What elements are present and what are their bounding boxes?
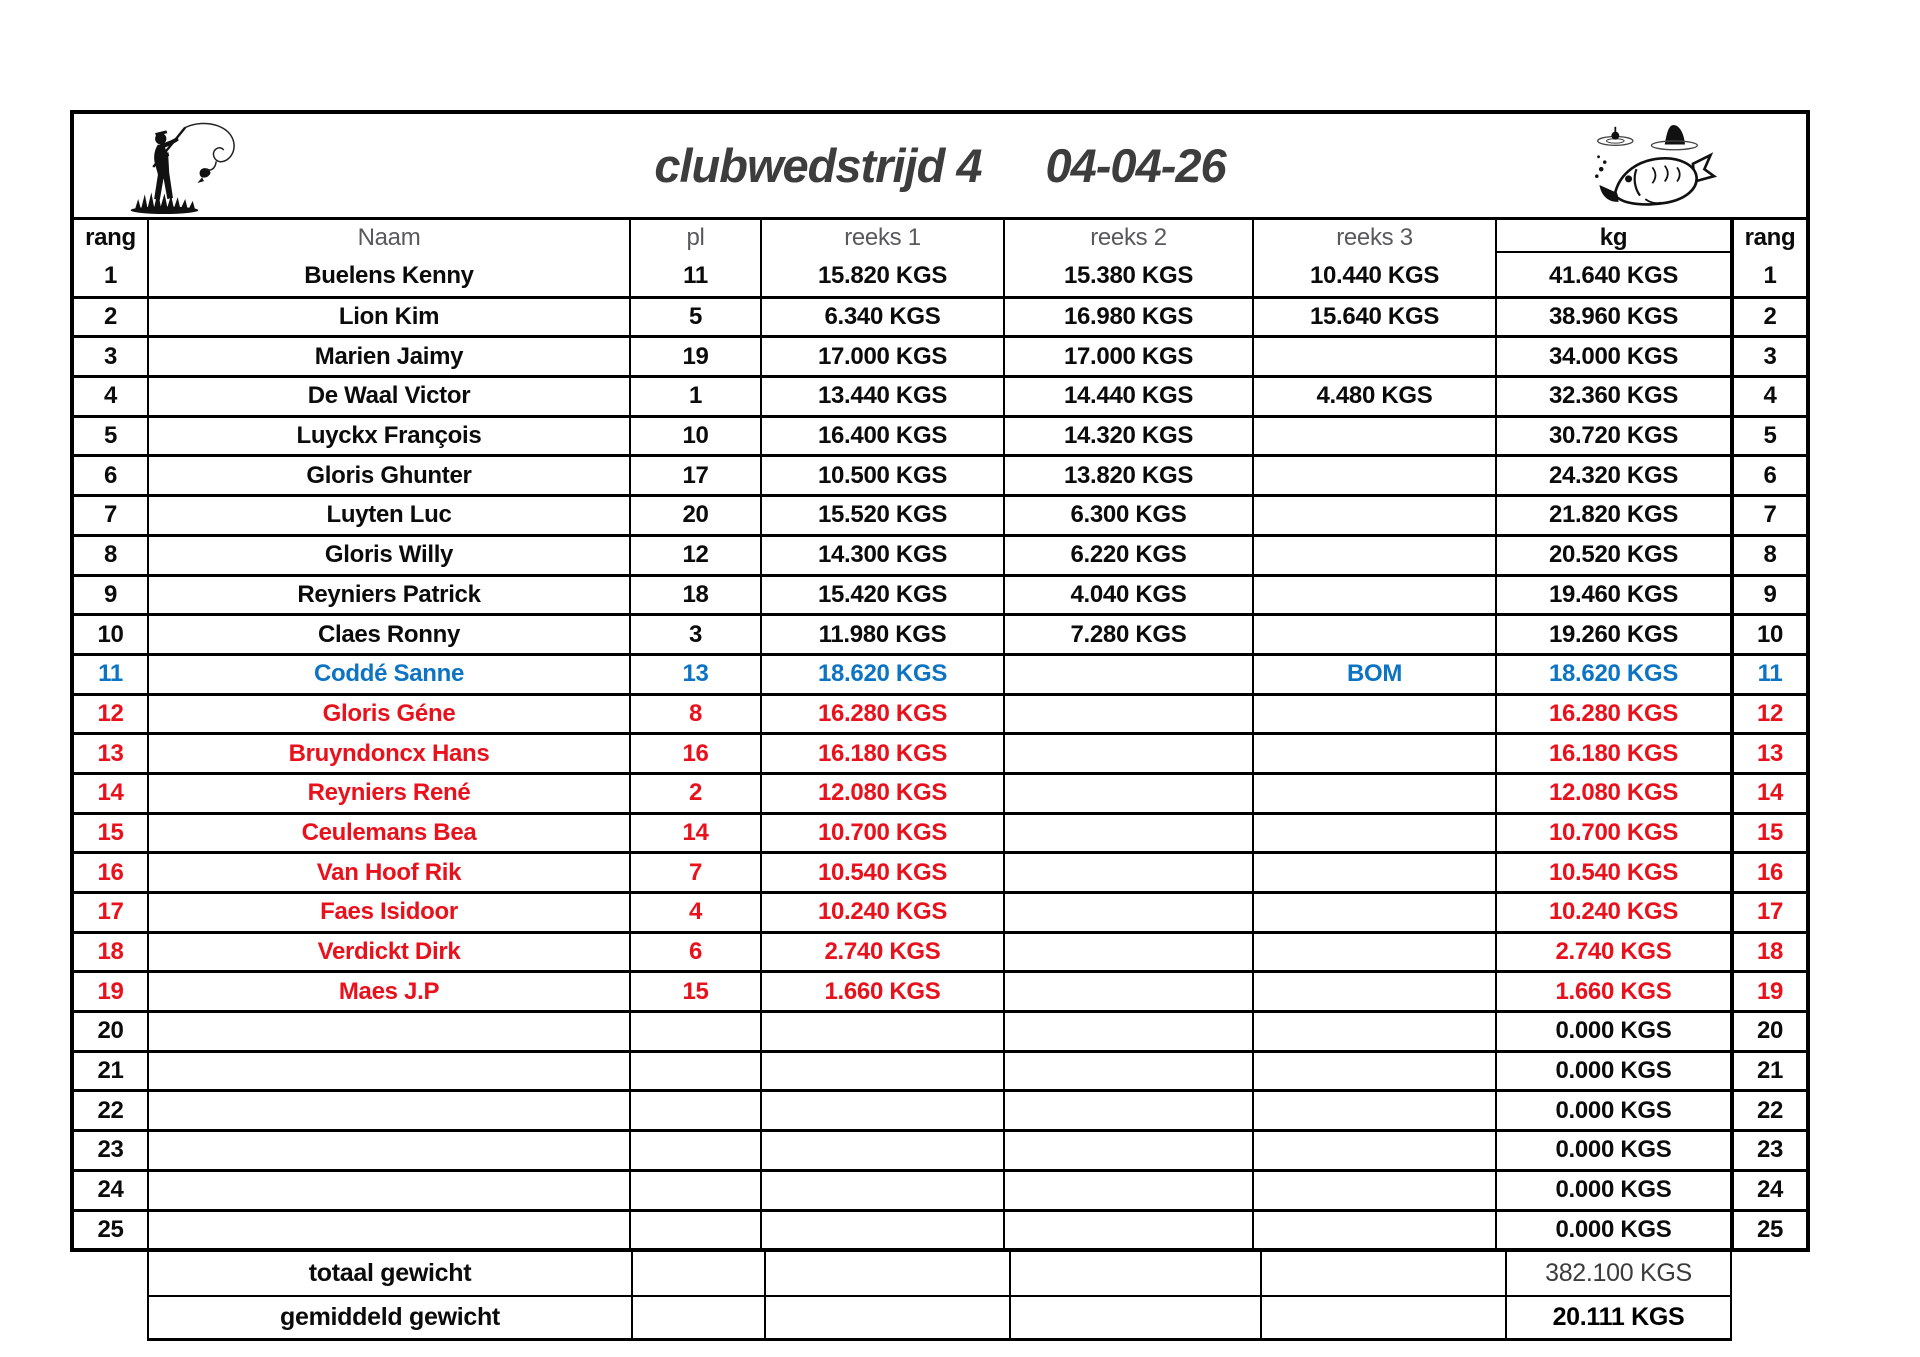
cell-reeks2 (1003, 1013, 1252, 1050)
cell-reeks3 (1252, 696, 1495, 733)
table-row (74, 574, 1806, 614)
cell-reeks1: 15.820 KGS (760, 256, 1003, 296)
table-title-row (74, 114, 1806, 217)
cell-reeks3: 4.480 KGS (1252, 378, 1495, 415)
cell-pl (629, 1053, 760, 1090)
cell-naam: Ceulemans Bea (147, 815, 629, 852)
cell-reeks1: 15.420 KGS (760, 577, 1003, 614)
cell-rang-left: 10 (97, 620, 124, 648)
cell-reeks2: 14.440 KGS (1003, 378, 1252, 415)
header-kg: kg (1495, 220, 1730, 256)
cell-naam (147, 1212, 629, 1249)
cell-pl (629, 1013, 760, 1050)
cell-reeks2 (1003, 934, 1252, 971)
cell-naam (147, 1013, 629, 1050)
cell-kg: 19.460 KGS (1495, 577, 1730, 614)
cell-reeks2 (1003, 973, 1252, 1010)
fish-logo (1584, 118, 1726, 215)
results-table (70, 110, 1810, 1252)
cell-rang-left: 14 (97, 779, 124, 807)
cell-reeks3 (1252, 973, 1495, 1010)
cell-kg: 16.280 KGS (1495, 696, 1730, 733)
cell-kg: 38.960 KGS (1495, 299, 1730, 336)
cell-rang-left: 20 (97, 1017, 124, 1045)
cell-kg: 0.000 KGS (1495, 1132, 1730, 1169)
cell-rang-right: 17 (1730, 894, 1806, 931)
cell-naam: Gloris Ghunter (147, 457, 629, 494)
cell-reeks3 (1252, 1092, 1495, 1129)
cell-rang-left: 22 (97, 1096, 124, 1124)
cell-reeks3 (1252, 616, 1495, 653)
cell-kg: 41.640 KGS (1495, 256, 1730, 296)
cell-rang-left: 23 (97, 1136, 124, 1164)
cell-kg: 24.320 KGS (1495, 457, 1730, 494)
cell-rang-left: 9 (103, 580, 118, 608)
cell-reeks3 (1252, 1013, 1495, 1050)
table-row (74, 1169, 1806, 1209)
cell-rang-right: 7 (1730, 497, 1806, 534)
table-row (74, 772, 1806, 812)
cell-naam (147, 1172, 629, 1209)
page-title-line (74, 138, 1806, 193)
totals-reeks2-cell (1009, 1252, 1260, 1295)
cell-kg: 12.080 KGS (1495, 775, 1730, 812)
cell-rang-right: 16 (1730, 854, 1806, 891)
cell-kg: 10.240 KGS (1495, 894, 1730, 931)
cell-kg: 0.000 KGS (1495, 1013, 1730, 1050)
cell-pl: 16 (629, 735, 760, 772)
totals-reeks1-cell (764, 1252, 1009, 1295)
cell-pl: 14 (629, 815, 760, 852)
cell-reeks2: 4.040 KGS (1003, 577, 1252, 614)
cell-reeks2 (1003, 854, 1252, 891)
table-row (74, 851, 1806, 891)
table-row (74, 891, 1806, 931)
cell-rang-right: 19 (1730, 973, 1806, 1010)
cell-pl: 3 (629, 616, 760, 653)
totals-section (147, 1252, 1732, 1341)
cell-rang-right: 15 (1730, 815, 1806, 852)
cell-reeks1: 16.400 KGS (760, 418, 1003, 455)
cell-reeks3 (1252, 497, 1495, 534)
cell-reeks3 (1252, 1132, 1495, 1169)
cell-naam: Marien Jaimy (147, 338, 629, 375)
cell-reeks2 (1003, 656, 1252, 693)
cell-rang-right: 20 (1730, 1013, 1806, 1050)
cell-kg: 34.000 KGS (1495, 338, 1730, 375)
totals-kg-value: 382.100 KGS (1505, 1252, 1730, 1295)
table-row (74, 454, 1806, 494)
cell-reeks3 (1252, 815, 1495, 852)
cell-naam: Verdickt Dirk (147, 934, 629, 971)
cell-reeks2: 14.320 KGS (1003, 418, 1252, 455)
cell-pl: 10 (629, 418, 760, 455)
cell-rang-right: 14 (1730, 775, 1806, 812)
totals-row (149, 1295, 1730, 1338)
cell-reeks3: 15.640 KGS (1252, 299, 1495, 336)
cell-pl: 7 (629, 854, 760, 891)
cell-kg: 10.700 KGS (1495, 815, 1730, 852)
cell-pl: 5 (629, 299, 760, 336)
cell-rang-right: 6 (1730, 457, 1806, 494)
table-row (74, 931, 1806, 971)
cell-rang-left: 1 (103, 261, 118, 289)
cell-naam: Gloris Willy (147, 537, 629, 574)
table-row (74, 970, 1806, 1010)
cell-naam: Claes Ronny (147, 616, 629, 653)
cell-kg: 2.740 KGS (1495, 934, 1730, 971)
cell-rang-right: 1 (1730, 256, 1806, 296)
cell-naam: Reyniers René (147, 775, 629, 812)
cell-reeks2 (1003, 696, 1252, 733)
page-title: clubwedstrijd 4 (654, 139, 982, 192)
cell-reeks1: 11.980 KGS (760, 616, 1003, 653)
cell-reeks2: 15.380 KGS (1003, 256, 1252, 296)
cell-reeks2 (1003, 894, 1252, 931)
cell-rang-left: 19 (97, 977, 124, 1005)
cell-naam: Van Hoof Rik (147, 854, 629, 891)
totals-reeks2-cell (1009, 1297, 1260, 1338)
cell-naam (147, 1092, 629, 1129)
header-reeks3: reeks 3 (1252, 220, 1495, 256)
cell-kg: 16.180 KGS (1495, 735, 1730, 772)
cell-rang-right: 13 (1730, 735, 1806, 772)
cell-reeks3 (1252, 537, 1495, 574)
cell-reeks2 (1003, 775, 1252, 812)
cell-rang-right: 2 (1730, 299, 1806, 336)
totals-pl-cell (631, 1252, 764, 1295)
cell-kg: 30.720 KGS (1495, 418, 1730, 455)
cell-naam: Bruyndoncx Hans (147, 735, 629, 772)
cell-reeks2: 17.000 KGS (1003, 338, 1252, 375)
totals-label: totaal gewicht (308, 1259, 472, 1288)
cell-kg: 0.000 KGS (1495, 1172, 1730, 1209)
cell-naam: Maes J.P (147, 973, 629, 1010)
cell-reeks2: 16.980 KGS (1003, 299, 1252, 336)
header-reeks1: reeks 1 (760, 220, 1003, 256)
cell-reeks2 (1003, 1132, 1252, 1169)
results-sheet (70, 110, 1810, 1341)
cell-reeks3 (1252, 577, 1495, 614)
cell-reeks1: 15.520 KGS (760, 497, 1003, 534)
cell-pl: 11 (629, 256, 760, 296)
cell-rang-right: 21 (1730, 1053, 1806, 1090)
table-row (74, 1089, 1806, 1129)
cell-kg: 19.260 KGS (1495, 616, 1730, 653)
cell-pl: 6 (629, 934, 760, 971)
cell-naam: Faes Isidoor (147, 894, 629, 931)
cell-rang-right: 24 (1730, 1172, 1806, 1209)
cell-pl: 2 (629, 775, 760, 812)
totals-row (149, 1252, 1730, 1295)
cell-reeks1 (760, 1132, 1003, 1169)
cell-reeks1 (760, 1053, 1003, 1090)
cell-rang-left: 5 (103, 422, 118, 450)
cell-reeks3 (1252, 457, 1495, 494)
cell-naam: Gloris Géne (147, 696, 629, 733)
cell-kg: 0.000 KGS (1495, 1092, 1730, 1129)
cell-pl (629, 1092, 760, 1129)
cell-reeks3 (1252, 854, 1495, 891)
cell-rang-left: 11 (98, 660, 123, 688)
cell-reeks1 (760, 1092, 1003, 1129)
cell-rang-left: 13 (97, 739, 124, 767)
cell-pl: 1 (629, 378, 760, 415)
cell-reeks2 (1003, 1092, 1252, 1129)
cell-rang-right: 22 (1730, 1092, 1806, 1129)
cell-reeks1: 14.300 KGS (760, 537, 1003, 574)
cell-reeks1: 13.440 KGS (760, 378, 1003, 415)
cell-pl: 8 (629, 696, 760, 733)
cell-naam: Luyckx François (147, 418, 629, 455)
header-rang-right: rang (1730, 220, 1806, 256)
totals-label: gemiddeld gewicht (280, 1303, 500, 1332)
cell-rang-left: 18 (97, 938, 124, 966)
cell-naam: Coddé Sanne (147, 656, 629, 693)
cell-rang-right: 3 (1730, 338, 1806, 375)
header-row (74, 217, 1806, 256)
totals-reeks1-cell (764, 1297, 1009, 1338)
table-row (74, 613, 1806, 653)
cell-kg: 18.620 KGS (1495, 656, 1730, 693)
cell-rang-left: 4 (103, 382, 118, 410)
cell-pl: 17 (629, 457, 760, 494)
cell-reeks1 (760, 1172, 1003, 1209)
cell-reeks1 (760, 1212, 1003, 1249)
cell-reeks3 (1252, 1053, 1495, 1090)
header-naam: Naam (147, 220, 629, 256)
cell-rang-left: 17 (97, 898, 124, 926)
header-rang-left: rang (85, 224, 136, 251)
cell-pl (629, 1172, 760, 1209)
table-row (74, 1050, 1806, 1090)
cell-rang-right: 10 (1730, 616, 1806, 653)
table-row (74, 1010, 1806, 1050)
cell-kg: 0.000 KGS (1495, 1212, 1730, 1249)
cell-naam: Lion Kim (147, 299, 629, 336)
table-row (74, 256, 1806, 296)
table-row (74, 335, 1806, 375)
table-row (74, 732, 1806, 772)
cell-reeks1: 2.740 KGS (760, 934, 1003, 971)
cell-reeks1: 1.660 KGS (760, 973, 1003, 1010)
table-row (74, 415, 1806, 455)
cell-rang-left: 25 (97, 1215, 124, 1243)
totals-kg-value: 20.111 KGS (1505, 1297, 1730, 1338)
cell-naam (147, 1053, 629, 1090)
cell-reeks1: 10.500 KGS (760, 457, 1003, 494)
totals-pl-cell (631, 1297, 764, 1338)
cell-rang-right: 23 (1730, 1132, 1806, 1169)
cell-kg: 21.820 KGS (1495, 497, 1730, 534)
cell-reeks3 (1252, 735, 1495, 772)
page-date: 04-04-26 (1045, 139, 1226, 192)
cell-pl (629, 1132, 760, 1169)
cell-reeks1: 10.700 KGS (760, 815, 1003, 852)
cell-rang-right: 5 (1730, 418, 1806, 455)
cell-reeks1 (760, 1013, 1003, 1050)
cell-rang-left: 2 (103, 303, 118, 331)
cell-pl: 20 (629, 497, 760, 534)
cell-reeks3 (1252, 775, 1495, 812)
cell-rang-left: 21 (97, 1057, 124, 1085)
cell-pl: 4 (629, 894, 760, 931)
cell-rang-left: 6 (103, 461, 118, 489)
header-reeks2: reeks 2 (1003, 220, 1252, 256)
cell-naam: Reyniers Patrick (147, 577, 629, 614)
cell-kg: 20.520 KGS (1495, 537, 1730, 574)
table-row (74, 1209, 1806, 1249)
cell-rang-left: 24 (97, 1176, 124, 1204)
cell-naam (147, 1132, 629, 1169)
cell-rang-left: 3 (103, 342, 118, 370)
cell-reeks1: 18.620 KGS (760, 656, 1003, 693)
cell-reeks2 (1003, 1172, 1252, 1209)
cell-reeks2 (1003, 1212, 1252, 1249)
cell-naam: De Waal Victor (147, 378, 629, 415)
cell-rang-right: 18 (1730, 934, 1806, 971)
cell-naam: Luyten Luc (147, 497, 629, 534)
header-pl: pl (629, 220, 760, 256)
cell-reeks3 (1252, 1212, 1495, 1249)
cell-reeks2 (1003, 815, 1252, 852)
cell-reeks2: 6.220 KGS (1003, 537, 1252, 574)
cell-reeks1: 6.340 KGS (760, 299, 1003, 336)
cell-reeks1: 10.540 KGS (760, 854, 1003, 891)
cell-reeks1: 17.000 KGS (760, 338, 1003, 375)
cell-kg: 1.660 KGS (1495, 973, 1730, 1010)
cell-rang-left: 12 (97, 699, 124, 727)
cell-rang-right: 8 (1730, 537, 1806, 574)
cell-rang-right: 4 (1730, 378, 1806, 415)
table-row (74, 1129, 1806, 1169)
cell-reeks2 (1003, 735, 1252, 772)
cell-reeks1: 12.080 KGS (760, 775, 1003, 812)
cell-pl (629, 1212, 760, 1249)
cell-reeks2: 6.300 KGS (1003, 497, 1252, 534)
cell-pl: 19 (629, 338, 760, 375)
cell-rang-right: 11 (1730, 656, 1806, 693)
cell-pl: 13 (629, 656, 760, 693)
totals-reeks3-cell (1260, 1297, 1505, 1338)
cell-reeks3 (1252, 934, 1495, 971)
cell-rang-left: 8 (103, 541, 118, 569)
cell-reeks3 (1252, 338, 1495, 375)
table-row (74, 296, 1806, 336)
cell-reeks3 (1252, 1172, 1495, 1209)
cell-reeks2: 7.280 KGS (1003, 616, 1252, 653)
cell-rang-right: 25 (1730, 1212, 1806, 1249)
cell-kg: 10.540 KGS (1495, 854, 1730, 891)
cell-reeks2: 13.820 KGS (1003, 457, 1252, 494)
cell-pl: 15 (629, 973, 760, 1010)
table-row (74, 812, 1806, 852)
cell-reeks1: 16.280 KGS (760, 696, 1003, 733)
table-row (74, 534, 1806, 574)
cell-kg: 0.000 KGS (1495, 1053, 1730, 1090)
cell-rang-left: 15 (97, 818, 124, 846)
table-row (74, 375, 1806, 415)
cell-reeks3 (1252, 418, 1495, 455)
totals-reeks3-cell (1260, 1252, 1505, 1295)
cell-reeks3: BOM (1252, 656, 1495, 693)
cell-reeks1: 10.240 KGS (760, 894, 1003, 931)
cell-reeks3 (1252, 894, 1495, 931)
table-row (74, 494, 1806, 534)
cell-rang-left: 16 (97, 858, 124, 886)
cell-reeks3: 10.440 KGS (1252, 256, 1495, 296)
cell-reeks1: 16.180 KGS (760, 735, 1003, 772)
cell-pl: 12 (629, 537, 760, 574)
cell-rang-left: 7 (103, 501, 118, 529)
cell-naam: Buelens Kenny (147, 256, 629, 296)
cell-pl: 18 (629, 577, 760, 614)
table-row (74, 653, 1806, 693)
cell-reeks2 (1003, 1053, 1252, 1090)
table-row (74, 693, 1806, 733)
cell-rang-right: 12 (1730, 696, 1806, 733)
cell-rang-right: 9 (1730, 577, 1806, 614)
cell-kg: 32.360 KGS (1495, 378, 1730, 415)
